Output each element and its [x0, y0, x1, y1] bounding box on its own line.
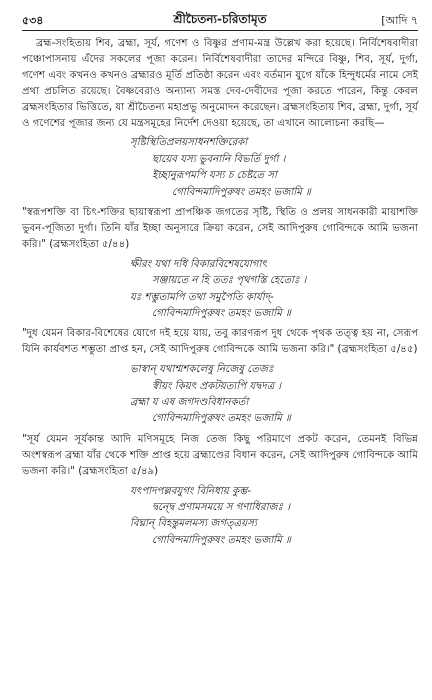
page-number: ৫৩৪ [22, 14, 44, 27]
page-header [22, 10, 418, 30]
verse-line: বিঘ্নান্ বিহন্তুমলমস্য জগত্ত্রয়স্য [130, 518, 257, 530]
verse-line: সঞ্জায়তে ন হি ততঃ পৃথগস্তি হেতোঃ । [152, 275, 307, 287]
verse-line: সৃষ্টিস্থিতিপ্রলয়সাধনশক্তিরেকা [130, 137, 248, 149]
verse-line: গোবিন্দমাদিপুরুষং তমহং ভজামি ॥ [152, 413, 291, 425]
verse-line: ছায়েব যস্য ভুবনানি বিভর্তি দুর্গা । [152, 153, 286, 165]
chapter-reference: [আদি ৭ [381, 14, 418, 27]
verse-line: ব্রহ্মা য এষ জগদণ্ডবিধানকর্তা [130, 397, 249, 409]
verse-line: দ্বন্দ্বে প্রণামসময়ে স গণাধিরাজঃ । [152, 501, 290, 513]
page-body [22, 36, 418, 553]
header-rule [22, 30, 418, 31]
sanskrit-verse [22, 484, 418, 550]
paragraph: "দুধ যেমন বিকার-বিশেষের যোগে দই হয়ে যায়, তবু কারণরূপ দুধ থেকে পৃথক তত্ত্ব হয় না, সেরূপ যিনি কার্যবশত শম্ভুতা প্রাপ্ত হন, সেই আদিপুরুষ গোবিন্দকে আমি ভজনা করি।" (ব্রহ্মসংহিতা ৫/৪৫) [22, 328, 418, 356]
paragraph: "স্বরূপশক্তি বা চিৎ-শক্তির ছায়াস্বরূপা প্রাপঞ্চিক জগতের সৃষ্টি, স্থিতি ও প্রলয় সাধনকারী মায়াশক্তি ভুবন-পূজিতা দুর্গা। তিনি যাঁর ইচ্ছা অনুসারে ক্রিয়া করেন, সেই আদিপুরুষ গোবিন্দকে আমি ভজনা করি।" (ব্রহ্মসংহিতা ৫/৪৪) [22, 207, 418, 250]
sanskrit-verse [22, 362, 418, 428]
verse-line: যঃ শম্ভুতামপি তথা সমুপৈতি কার্যাদ্- [130, 291, 274, 303]
paragraph: "সূর্য যেমন সূর্যকান্ত আদি মণিসমূহে নিজ তেজ কিছু পরিমাণে প্রকট করেন, তেমনই বিভিন্ন অংশস্বরূপ ব্রহ্মা যাঁর থেকে শক্তি প্রাপ্ত হয়ে ব্রহ্মাণ্ডের বিধান করেন, সেই আদিপুরুষ গোবিন্দকে আমি ভজনা করি।" (ব্রহ্মসংহিতা ৫/৪৯) [22, 433, 418, 477]
sanskrit-verse [22, 135, 418, 201]
verse-line: গোবিন্দমাদিপুরুষং তমহং ভজামি ॥ [172, 186, 311, 198]
verse-line: ক্ষীরং যথা দধি বিকারবিশেষযোগাৎ [130, 258, 267, 270]
verse-line: ভাস্বান্ যথাশ্মশকলেষু নিজেষু তেজঃ [130, 364, 274, 376]
verse-line: ইচ্ছানুরূপমপি যস্য চ চেষ্টতে সা [152, 170, 277, 182]
verse-line: যৎপাদপল্লবযুগং বিনিধায় কুম্ভ- [130, 485, 251, 497]
verse-line: গোবিন্দমাদিপুরুষং তমহং ভজামি ॥ [152, 308, 291, 319]
verse-line: স্বীয়ং কিয়ৎ প্রকটয়ত্যপি যদ্বদত্র । [152, 380, 282, 392]
verse-line: গোবিন্দমাদিপুরুষং তমহং ভজামি ॥ [152, 534, 291, 546]
sanskrit-verse [22, 257, 418, 323]
paragraph: ব্রহ্ম-সংহিতায় শিব, ব্রহ্মা, সূর্য, গণেশ ও বিষ্ণুর প্রণাম-মন্ত্র উল্লেখ করা হয়েছে। নির্বিশেষবাদীরা পঞ্চোপাসনায় এঁদের সকলের পূজা করেন। নির্বিশেষবাদীরা তাদের মন্দিরে বিষ্ণু, শিব, সূর্য, দুর্গা, গণেশ এবং কখনও কখনও ব্রহ্মারও মূর্তি প্রতিষ্ঠা করেন এবং বর্তমান যুগে যাঁকে হিন্দুধর্মের নামে সেই প্রথা প্রচলিত রয়েছে। বৈষ্ণবেরাও অন্যান্য সমস্ত দেব-দেবীদের পূজা করতে পারেন, কিন্তু কেবল ব্রহ্মসংহিতার ভিত্তিতে, যা শ্রীচৈতন্য মহাপ্রভু অনুমোদন করেছেন। ব্রহ্মসংহিতায় শিব, ব্রহ্মা, দুর্গা, সূর্য ও গণেশের পূজার জন্য যে মন্ত্রসমূহের নির্দেশ দেওয়া হয়েছে, তা এখানে আলোচনা করছি— [22, 38, 418, 129]
running-title: শ্রীচৈতন্য-চরিতামৃত [173, 12, 267, 26]
